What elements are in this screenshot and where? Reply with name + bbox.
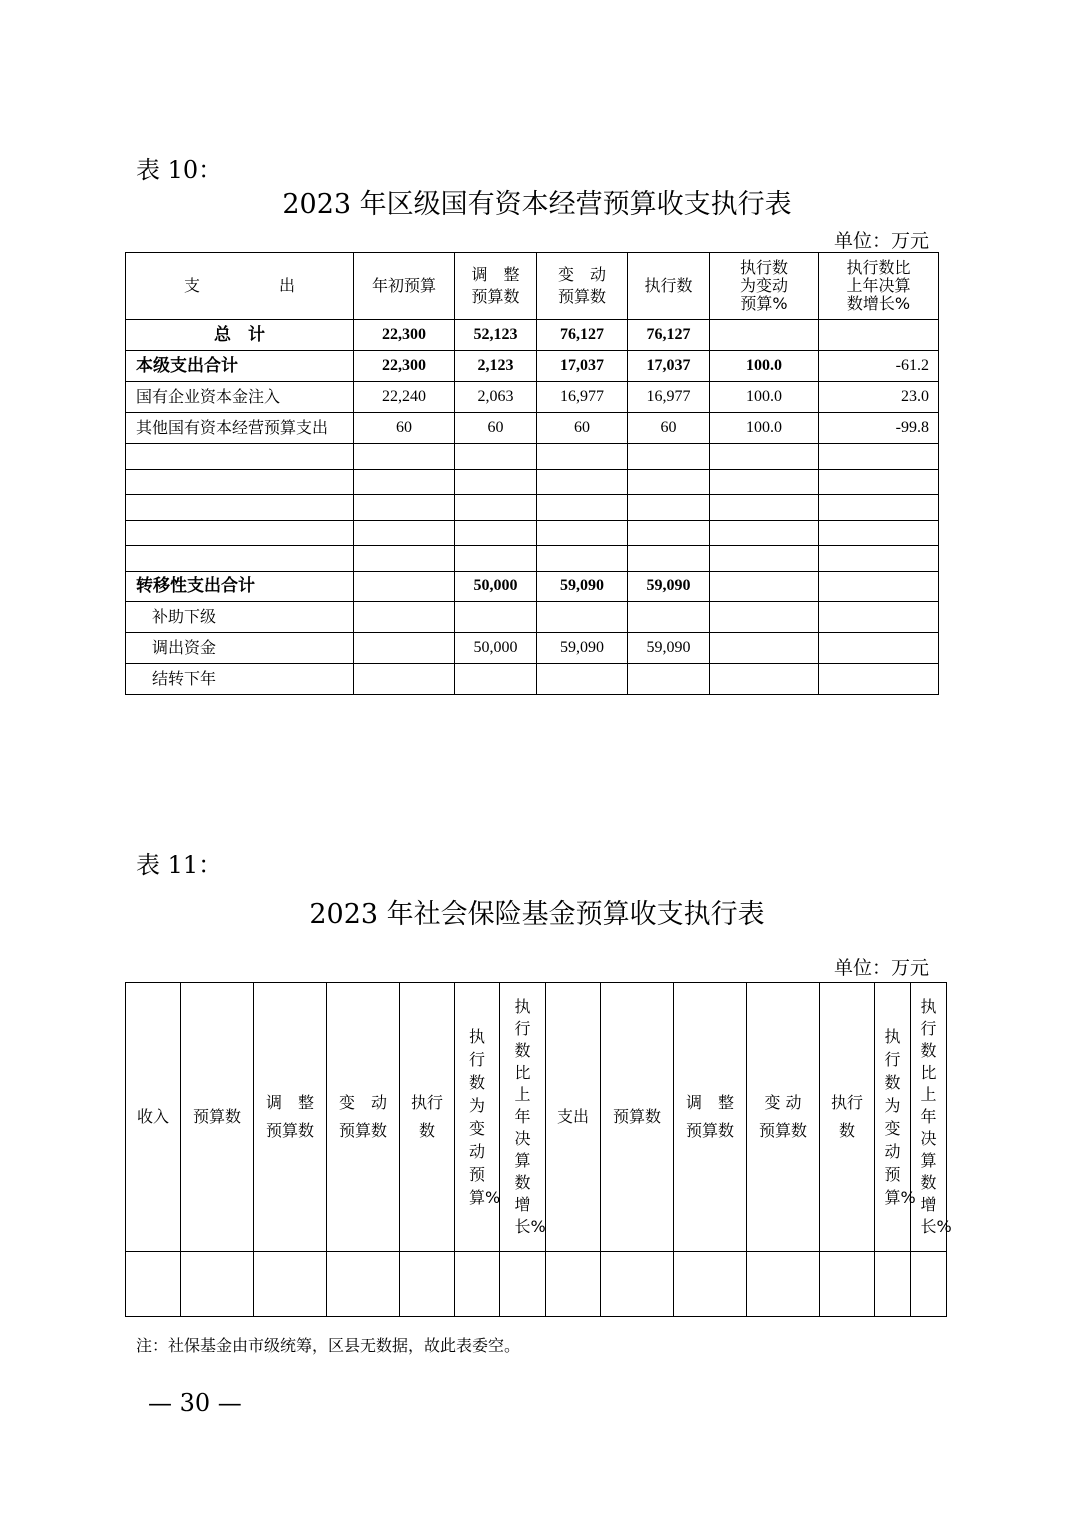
- cell-adjusted-budget: 2,063: [455, 382, 537, 413]
- header-exec-ratio: 执行数为变动预算%: [455, 983, 500, 1252]
- cell-initial-budget: 60: [354, 413, 455, 444]
- table-row: [126, 444, 939, 470]
- header-expense: 支 出: [126, 253, 354, 320]
- cell-adjusted-budget: [455, 495, 537, 521]
- cell-changed-budget: [537, 546, 628, 572]
- cell-changed-budget: [537, 444, 628, 470]
- table-cell: [546, 1252, 601, 1317]
- header-initial-budget: 年初预算: [354, 253, 455, 320]
- table-cell: [674, 1252, 747, 1317]
- cell-row-name: 本级支出合计: [126, 351, 354, 382]
- table-row: [126, 413, 939, 444]
- table-row: [126, 663, 939, 694]
- table-row: [126, 320, 939, 351]
- table11-label: 表 11：: [136, 851, 223, 879]
- cell-executed: 59,090: [628, 632, 710, 663]
- table11-note: 注：社保基金由市级统筹，区县无数据，故此表委空。: [136, 1336, 521, 1355]
- cell-executed: [628, 469, 710, 495]
- cell-initial-budget: [354, 469, 455, 495]
- header-changed-budget: 变 动 预算数: [327, 983, 400, 1252]
- cell-executed: 76,127: [628, 320, 710, 351]
- cell-growth: [819, 546, 939, 572]
- cell-exec-ratio: [710, 520, 819, 546]
- cell-growth: [819, 320, 939, 351]
- table-row: [126, 520, 939, 546]
- cell-row-name: [126, 495, 354, 521]
- cell-changed-budget: 76,127: [537, 320, 628, 351]
- cell-changed-budget: [537, 601, 628, 632]
- header-adjusted-budget: 调 整 预算数: [254, 983, 327, 1252]
- cell-row-name: 国有企业资本金注入: [126, 382, 354, 413]
- cell-growth: -99.8: [819, 413, 939, 444]
- cell-initial-budget: [354, 632, 455, 663]
- cell-growth: -61.2: [819, 351, 939, 382]
- cell-changed-budget: 59,090: [537, 571, 628, 601]
- cell-row-name: 补助下级: [126, 601, 354, 632]
- header-changed-budget-2: 变 动 预算数: [747, 983, 820, 1252]
- cell-executed: [628, 601, 710, 632]
- cell-adjusted-budget: 60: [455, 413, 537, 444]
- cell-initial-budget: [354, 663, 455, 694]
- header-executed: 执行数: [628, 253, 710, 320]
- cell-adjusted-budget: 50,000: [455, 571, 537, 601]
- cell-adjusted-budget: 2,123: [455, 351, 537, 382]
- cell-changed-budget: 16,977: [537, 382, 628, 413]
- table-cell: [400, 1252, 455, 1317]
- cell-initial-budget: [354, 601, 455, 632]
- cell-adjusted-budget: [455, 520, 537, 546]
- header-exec-ratio-2: 执行数为变动预算%: [875, 983, 911, 1252]
- cell-growth: [819, 663, 939, 694]
- cell-changed-budget: [537, 469, 628, 495]
- table10: [125, 252, 939, 695]
- cell-adjusted-budget: [455, 444, 537, 470]
- cell-executed: 60: [628, 413, 710, 444]
- cell-executed: [628, 663, 710, 694]
- table-cell: [911, 1252, 947, 1317]
- table-row: [126, 382, 939, 413]
- table11: [125, 982, 952, 1317]
- cell-row-name: [126, 546, 354, 572]
- header-adjusted-budget: 调 整 预算数: [455, 253, 537, 320]
- cell-exec-ratio: [710, 663, 819, 694]
- cell-exec-ratio: [710, 495, 819, 521]
- header-growth: 执行数比上年决算数增长%: [500, 983, 546, 1252]
- cell-row-name: 转移性支出合计: [126, 571, 354, 601]
- table11-unit: 单位：万元: [834, 957, 930, 979]
- cell-executed: 59,090: [628, 571, 710, 601]
- table-cell: [820, 1252, 875, 1317]
- header-adjusted-budget-2: 调 整 预算数: [674, 983, 747, 1252]
- cell-row-name: 调出资金: [126, 632, 354, 663]
- cell-executed: [628, 444, 710, 470]
- cell-exec-ratio: [710, 469, 819, 495]
- table-row: [126, 601, 939, 632]
- table11-header-row: [126, 983, 947, 1252]
- cell-adjusted-budget: [455, 601, 537, 632]
- cell-initial-budget: [354, 546, 455, 572]
- header-executed: 执行 数: [400, 983, 455, 1252]
- cell-growth: [819, 444, 939, 470]
- table10-label: 表 10：: [136, 156, 223, 184]
- cell-adjusted-budget: [455, 546, 537, 572]
- table-cell: [126, 1252, 181, 1317]
- table-row: [126, 546, 939, 572]
- table11-empty-row: [126, 1252, 947, 1317]
- table-row: [126, 469, 939, 495]
- header-expense: 支出: [546, 983, 601, 1252]
- cell-changed-budget: [537, 663, 628, 694]
- header-growth-2: 执行数比上年决算数增长%: [911, 983, 947, 1252]
- cell-executed: [628, 520, 710, 546]
- cell-initial-budget: 22,240: [354, 382, 455, 413]
- cell-row-name: [126, 469, 354, 495]
- page-number: — 30 —: [148, 1389, 242, 1417]
- cell-exec-ratio: [710, 571, 819, 601]
- cell-executed: 17,037: [628, 351, 710, 382]
- cell-initial-budget: [354, 571, 455, 601]
- table-row: [126, 351, 939, 382]
- table-cell: [455, 1252, 500, 1317]
- table-cell: [181, 1252, 254, 1317]
- table11-title: 2023 年社会保险基金预算收支执行表: [309, 899, 765, 930]
- cell-initial-budget: [354, 520, 455, 546]
- cell-row-name: 其他国有资本经营预算支出: [126, 413, 354, 444]
- table-cell: [500, 1252, 546, 1317]
- cell-initial-budget: [354, 444, 455, 470]
- cell-growth: [819, 632, 939, 663]
- cell-exec-ratio: [710, 444, 819, 470]
- cell-growth: [819, 571, 939, 601]
- table10-unit: 单位：万元: [834, 230, 930, 252]
- cell-growth: [819, 520, 939, 546]
- header-exec-ratio: 执行数 为变动 预算%: [710, 253, 819, 320]
- cell-executed: [628, 546, 710, 572]
- header-budget-2: 预算数: [601, 983, 674, 1252]
- table-cell: [254, 1252, 327, 1317]
- cell-growth: [819, 601, 939, 632]
- cell-executed: [628, 495, 710, 521]
- cell-row-name: [126, 444, 354, 470]
- table-row: [126, 571, 939, 601]
- cell-row-name: 总 计: [126, 320, 354, 351]
- cell-adjusted-budget: [455, 663, 537, 694]
- cell-exec-ratio: 100.0: [710, 413, 819, 444]
- cell-initial-budget: 22,300: [354, 320, 455, 351]
- cell-growth: [819, 495, 939, 521]
- cell-executed: 16,977: [628, 382, 710, 413]
- table10-header-row: [126, 253, 939, 320]
- cell-exec-ratio: [710, 320, 819, 351]
- cell-initial-budget: [354, 495, 455, 521]
- table-cell: [747, 1252, 820, 1317]
- cell-adjusted-budget: [455, 469, 537, 495]
- cell-exec-ratio: 100.0: [710, 382, 819, 413]
- cell-changed-budget: [537, 520, 628, 546]
- header-budget: 预算数: [181, 983, 254, 1252]
- cell-adjusted-budget: 52,123: [455, 320, 537, 351]
- table-cell: [327, 1252, 400, 1317]
- cell-exec-ratio: [710, 632, 819, 663]
- table-row: [126, 495, 939, 521]
- table-row: [126, 632, 939, 663]
- header-income: 收入: [126, 983, 181, 1252]
- cell-changed-budget: [537, 495, 628, 521]
- cell-row-name: [126, 520, 354, 546]
- cell-changed-budget: 17,037: [537, 351, 628, 382]
- cell-row-name: 结转下年: [126, 663, 354, 694]
- table-cell: [875, 1252, 911, 1317]
- cell-growth: [819, 469, 939, 495]
- table-cell: [601, 1252, 674, 1317]
- header-changed-budget: 变 动 预算数: [537, 253, 628, 320]
- table10-title: 2023 年区级国有资本经营预算收支执行表: [282, 189, 792, 220]
- header-executed-2: 执行 数: [820, 983, 875, 1252]
- cell-growth: 23.0: [819, 382, 939, 413]
- cell-adjusted-budget: 50,000: [455, 632, 537, 663]
- header-growth: 执行数比 上年决算 数增长%: [819, 253, 939, 320]
- cell-initial-budget: 22,300: [354, 351, 455, 382]
- cell-exec-ratio: [710, 601, 819, 632]
- cell-changed-budget: 60: [537, 413, 628, 444]
- cell-changed-budget: 59,090: [537, 632, 628, 663]
- cell-exec-ratio: [710, 546, 819, 572]
- cell-exec-ratio: 100.0: [710, 351, 819, 382]
